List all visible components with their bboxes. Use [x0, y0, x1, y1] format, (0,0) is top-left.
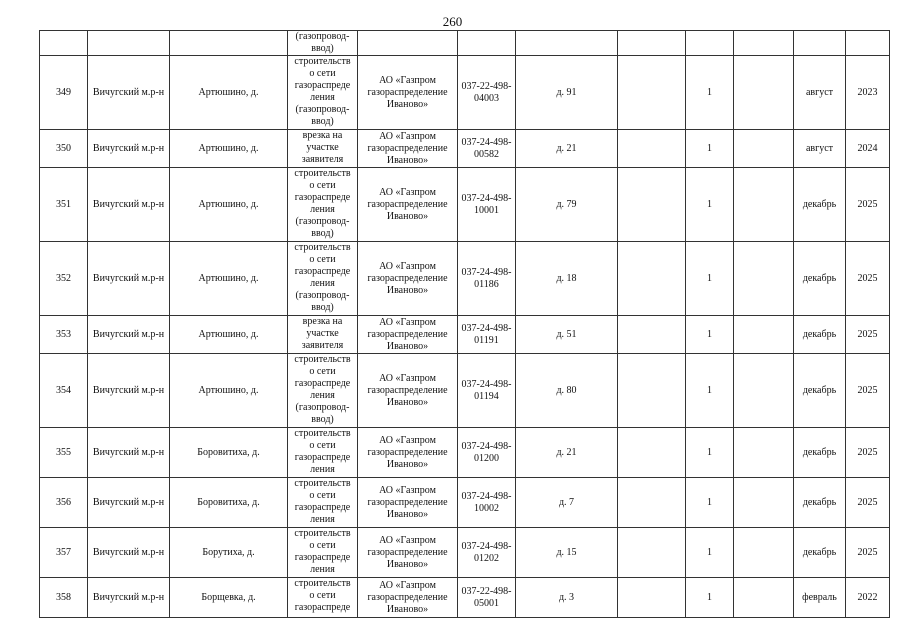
table-row: [40, 130, 890, 168]
cell-empty: [734, 478, 794, 528]
cell-year: 2022: [846, 578, 890, 618]
cell-locality: Борутиха, д.: [170, 528, 288, 578]
cell-empty: [618, 428, 686, 478]
cell-work-type: строительств о сети газораспреде: [288, 578, 358, 618]
gas-connection-table: [39, 30, 890, 618]
cell-count: 1: [686, 578, 734, 618]
cell-month: декабрь: [794, 428, 846, 478]
cell-month: декабрь: [794, 528, 846, 578]
cell-district: Вичугский м.р-н: [88, 56, 170, 130]
cell-month: декабрь: [794, 478, 846, 528]
cell-num: 357: [40, 528, 88, 578]
cell-year: 2025: [846, 354, 890, 428]
cell-year: 2024: [846, 130, 890, 168]
cell-num: [40, 31, 88, 56]
cell-empty: [734, 316, 794, 354]
cell-count: 1: [686, 316, 734, 354]
table-row: [40, 478, 890, 528]
cell-work-type: строительств о сети газораспреде ления (газопровод- ввод): [288, 168, 358, 242]
cell-empty: [734, 428, 794, 478]
cell-district: Вичугский м.р-н: [88, 130, 170, 168]
cell-empty: [734, 31, 794, 56]
cell-code: 037-22-498-05001: [458, 578, 516, 618]
cell-locality: [170, 31, 288, 56]
cell-month: декабрь: [794, 242, 846, 316]
cell-num: 355: [40, 428, 88, 478]
cell-month: [794, 31, 846, 56]
cell-address: д. 15: [516, 528, 618, 578]
cell-work-type: строительств о сети газораспреде ления: [288, 428, 358, 478]
cell-address: д. 80: [516, 354, 618, 428]
cell-locality: Боровитиха, д.: [170, 478, 288, 528]
cell-code: 037-24-498-01191: [458, 316, 516, 354]
cell-empty: [618, 56, 686, 130]
cell-locality: Артюшино, д.: [170, 56, 288, 130]
cell-year: 2025: [846, 242, 890, 316]
cell-org: АО «Газпром газораспределение Иваново»: [358, 478, 458, 528]
cell-work-type: строительств о сети газораспреде ления (газопровод- ввод): [288, 354, 358, 428]
cell-year: 2025: [846, 168, 890, 242]
cell-empty: [618, 31, 686, 56]
table-row-continuation: [40, 31, 890, 56]
cell-year: [846, 31, 890, 56]
cell-code: 037-24-498-01202: [458, 528, 516, 578]
cell-locality: Артюшино, д.: [170, 354, 288, 428]
cell-code: 037-24-498-00582: [458, 130, 516, 168]
cell-work-type: строительств о сети газораспреде ления: [288, 478, 358, 528]
cell-locality: Артюшино, д.: [170, 130, 288, 168]
cell-address: д. 91: [516, 56, 618, 130]
cell-org: АО «Газпром газораспределение Иваново»: [358, 56, 458, 130]
cell-count: 1: [686, 242, 734, 316]
cell-count: 1: [686, 130, 734, 168]
cell-code: 037-22-498-04003: [458, 56, 516, 130]
cell-org: АО «Газпром газораспределение Иваново»: [358, 428, 458, 478]
cell-year: 2025: [846, 478, 890, 528]
cell-empty: [618, 578, 686, 618]
cell-empty: [618, 316, 686, 354]
cell-empty: [618, 130, 686, 168]
table-row: [40, 316, 890, 354]
cell-org: АО «Газпром газораспределение Иваново»: [358, 130, 458, 168]
cell-locality: Борщевка, д.: [170, 578, 288, 618]
cell-code: 037-24-498-01200: [458, 428, 516, 478]
cell-district: [88, 31, 170, 56]
cell-year: 2025: [846, 316, 890, 354]
cell-count: 1: [686, 528, 734, 578]
cell-month: декабрь: [794, 316, 846, 354]
cell-work-type: врезка на участке заявителя: [288, 130, 358, 168]
cell-org: АО «Газпром газораспределение Иваново»: [358, 316, 458, 354]
cell-locality: Артюшино, д.: [170, 316, 288, 354]
cell-district: Вичугский м.р-н: [88, 354, 170, 428]
cell-num: 358: [40, 578, 88, 618]
cell-address: д. 7: [516, 478, 618, 528]
table-row: [40, 578, 890, 618]
cell-empty: [618, 528, 686, 578]
cell-district: Вичугский м.р-н: [88, 478, 170, 528]
cell-num: 356: [40, 478, 88, 528]
cell-org: АО «Газпром газораспределение Иваново»: [358, 578, 458, 618]
cell-month: август: [794, 130, 846, 168]
cell-locality: Артюшино, д.: [170, 242, 288, 316]
cell-year: 2025: [846, 428, 890, 478]
cell-address: д. 79: [516, 168, 618, 242]
cell-code: 037-24-498-10001: [458, 168, 516, 242]
cell-empty: [734, 242, 794, 316]
table-row: [40, 242, 890, 316]
cell-month: август: [794, 56, 846, 130]
cell-org: АО «Газпром газораспределение Иваново»: [358, 528, 458, 578]
cell-address: д. 21: [516, 130, 618, 168]
table-row: [40, 56, 890, 130]
cell-count: 1: [686, 56, 734, 130]
cell-num: 351: [40, 168, 88, 242]
cell-address: д. 18: [516, 242, 618, 316]
cell-locality: Артюшино, д.: [170, 168, 288, 242]
table-row: [40, 428, 890, 478]
cell-org: АО «Газпром газораспределение Иваново»: [358, 242, 458, 316]
cell-count: 1: [686, 168, 734, 242]
cell-work-type: (газопровод- ввод): [288, 31, 358, 56]
table-body: [40, 31, 890, 618]
cell-num: 349: [40, 56, 88, 130]
cell-empty: [734, 578, 794, 618]
cell-code: 037-24-498-01186: [458, 242, 516, 316]
cell-empty: [734, 354, 794, 428]
cell-count: [686, 31, 734, 56]
cell-address: д. 51: [516, 316, 618, 354]
cell-locality: Боровитиха, д.: [170, 428, 288, 478]
cell-empty: [618, 354, 686, 428]
cell-org: АО «Газпром газораспределение Иваново»: [358, 354, 458, 428]
cell-count: 1: [686, 354, 734, 428]
cell-work-type: врезка на участке заявителя: [288, 316, 358, 354]
cell-district: Вичугский м.р-н: [88, 242, 170, 316]
cell-district: Вичугский м.р-н: [88, 578, 170, 618]
cell-code: 037-24-498-10002: [458, 478, 516, 528]
cell-year: 2023: [846, 56, 890, 130]
cell-month: декабрь: [794, 354, 846, 428]
page-number: 260: [442, 14, 463, 29]
cell-num: 352: [40, 242, 88, 316]
table-row: [40, 528, 890, 578]
cell-district: Вичугский м.р-н: [88, 168, 170, 242]
cell-empty: [734, 56, 794, 130]
cell-empty: [734, 168, 794, 242]
cell-num: 354: [40, 354, 88, 428]
cell-year: 2025: [846, 528, 890, 578]
cell-code: 037-24-498-01194: [458, 354, 516, 428]
table-row: [40, 168, 890, 242]
cell-org: [358, 31, 458, 56]
cell-empty: [734, 130, 794, 168]
cell-address: д. 21: [516, 428, 618, 478]
cell-district: Вичугский м.р-н: [88, 428, 170, 478]
cell-district: Вичугский м.р-н: [88, 316, 170, 354]
cell-num: 353: [40, 316, 88, 354]
cell-month: декабрь: [794, 168, 846, 242]
cell-count: 1: [686, 428, 734, 478]
cell-address: д. 3: [516, 578, 618, 618]
cell-num: 350: [40, 130, 88, 168]
cell-district: Вичугский м.р-н: [88, 528, 170, 578]
cell-count: 1: [686, 478, 734, 528]
cell-empty: [618, 168, 686, 242]
table-row: [40, 354, 890, 428]
cell-address: [516, 31, 618, 56]
cell-month: февраль: [794, 578, 846, 618]
cell-empty: [618, 478, 686, 528]
cell-empty: [734, 528, 794, 578]
cell-empty: [618, 242, 686, 316]
cell-org: АО «Газпром газораспределение Иваново»: [358, 168, 458, 242]
cell-work-type: строительств о сети газораспреде ления (газопровод- ввод): [288, 56, 358, 130]
cell-work-type: строительств о сети газораспреде ления (газопровод- ввод): [288, 242, 358, 316]
cell-work-type: строительств о сети газораспреде ления: [288, 528, 358, 578]
cell-code: [458, 31, 516, 56]
